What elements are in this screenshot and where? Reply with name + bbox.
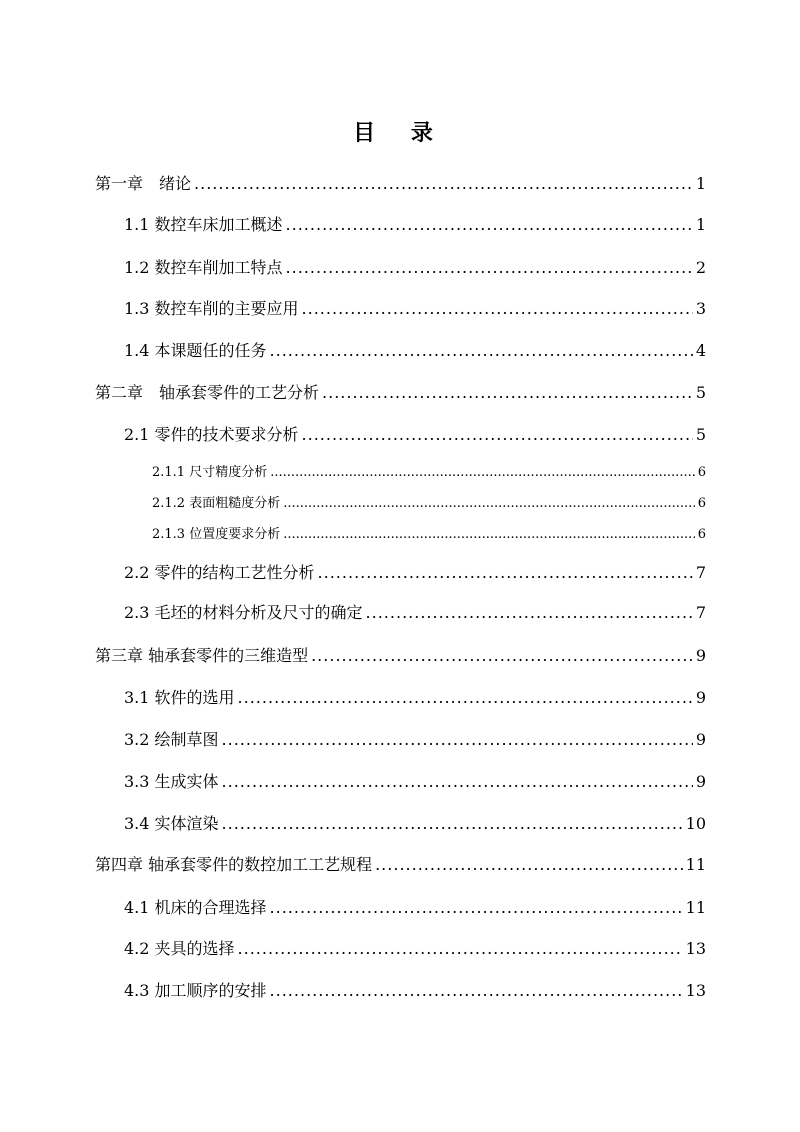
toc-entry-text: 2.1.3 位置度要求分析 (152, 527, 281, 542)
toc-page-number: 9 (695, 646, 706, 665)
dot-leader (238, 688, 693, 708)
toc-entry-text: 第三章 轴承套零件的三维造型 (95, 646, 309, 665)
toc-entry-text: 2.3 毛坯的材料分析及尺寸的确定 (124, 603, 363, 622)
toc-entry-section[interactable] (124, 981, 706, 1001)
toc-entry-text: 第一章 绪论 (95, 174, 192, 193)
toc-entry-section[interactable] (124, 772, 706, 792)
toc-entry-subsection[interactable] (152, 463, 706, 483)
dot-leader (318, 563, 693, 583)
toc-entry-text: 1.3 数控车削的主要应用 (124, 299, 299, 318)
toc-entry-text: 1.2 数控车削加工特点 (124, 258, 283, 277)
toc-entry-text: 1.1 数控车床加工概述 (124, 215, 283, 234)
dot-leader (283, 494, 695, 514)
dot-leader (366, 603, 693, 623)
toc-entry-text: 第二章 轴承套零件的工艺分析 (95, 383, 320, 402)
toc-entry-text: 4.1 机床的合理选择 (124, 898, 267, 917)
toc-page-number: 11 (685, 898, 706, 917)
page-title: 目 录 (353, 121, 447, 146)
toc-entry-section[interactable] (124, 425, 706, 445)
toc-entry-chapter-1[interactable] (95, 174, 706, 194)
dot-leader (283, 525, 695, 545)
dot-leader (270, 898, 683, 918)
toc-entry-text: 2.1.1 尺寸精度分析 (152, 465, 268, 480)
toc-page-number: 10 (685, 814, 706, 833)
toc-page-number: 7 (695, 603, 706, 622)
dot-leader (238, 939, 683, 959)
toc-page-number: 6 (697, 496, 706, 511)
toc-page-number: 5 (695, 425, 706, 444)
toc-entry-text: 3.4 实体渲染 (124, 814, 219, 833)
toc-entry-section[interactable] (124, 299, 706, 319)
toc-entry-section[interactable] (124, 258, 706, 278)
toc-entry-section[interactable] (124, 341, 706, 361)
dot-leader (286, 215, 693, 235)
toc-page-number: 1 (695, 215, 706, 234)
toc-page-number: 13 (685, 939, 706, 958)
toc-page-number: 4 (695, 341, 706, 360)
toc-entry-section[interactable] (124, 563, 706, 583)
dot-leader (311, 646, 693, 666)
dot-leader (222, 814, 683, 834)
toc-entry-text: 4.3 加工顺序的安排 (124, 981, 267, 1000)
dot-leader (286, 258, 693, 278)
toc-entry-chapter-3[interactable] (95, 646, 706, 666)
toc-entry-text: 1.4 本课题任的任务 (124, 341, 267, 360)
toc-page-number: 9 (695, 688, 706, 707)
dot-leader (270, 463, 695, 483)
dot-leader (375, 855, 683, 875)
toc-entry-text: 3.2 绘制草图 (124, 730, 219, 749)
dot-leader (302, 425, 693, 445)
dot-leader (302, 299, 693, 319)
dot-leader (270, 981, 683, 1001)
toc-page-number: 7 (695, 563, 706, 582)
toc-page-number: 9 (695, 772, 706, 791)
dot-leader (222, 772, 693, 792)
toc-page-number: 5 (695, 383, 706, 402)
toc-entry-text: 4.2 夹具的选择 (124, 939, 235, 958)
dot-leader (222, 730, 693, 750)
toc-entry-subsection[interactable] (152, 525, 706, 545)
toc-entry-text: 2.1.2 表面粗糙度分析 (152, 496, 281, 511)
toc-entry-section[interactable] (124, 215, 706, 235)
toc-entry-text: 第四章 轴承套零件的数控加工工艺规程 (95, 855, 373, 874)
toc-entry-text: 2.2 零件的结构工艺性分析 (124, 563, 315, 582)
toc-entry-section[interactable] (124, 603, 706, 623)
toc-entry-section[interactable] (124, 939, 706, 959)
toc-entry-section[interactable] (124, 730, 706, 750)
toc-entry-text: 2.1 零件的技术要求分析 (124, 425, 299, 444)
dot-leader (322, 383, 693, 403)
dot-leader (270, 341, 693, 361)
toc-page-number: 6 (697, 527, 706, 542)
toc-page-number: 11 (685, 855, 706, 874)
toc-page-number: 13 (685, 981, 706, 1000)
toc-entry-subsection[interactable] (152, 494, 706, 514)
toc-entry-text: 3.3 生成实体 (124, 772, 219, 791)
toc-entry-section[interactable] (124, 688, 706, 708)
toc-entry-chapter-4[interactable] (95, 855, 706, 875)
dot-leader (194, 174, 693, 194)
toc-page-number: 6 (697, 465, 706, 480)
toc-entry-section[interactable] (124, 814, 706, 834)
toc-page-number: 3 (695, 299, 706, 318)
toc-page-number: 2 (695, 258, 706, 277)
toc-page-number: 9 (695, 730, 706, 749)
toc-entry-section[interactable] (124, 898, 706, 918)
toc-entry-text: 3.1 软件的选用 (124, 688, 235, 707)
toc-page-number: 1 (695, 174, 706, 193)
toc-entry-chapter-2[interactable] (95, 383, 706, 403)
